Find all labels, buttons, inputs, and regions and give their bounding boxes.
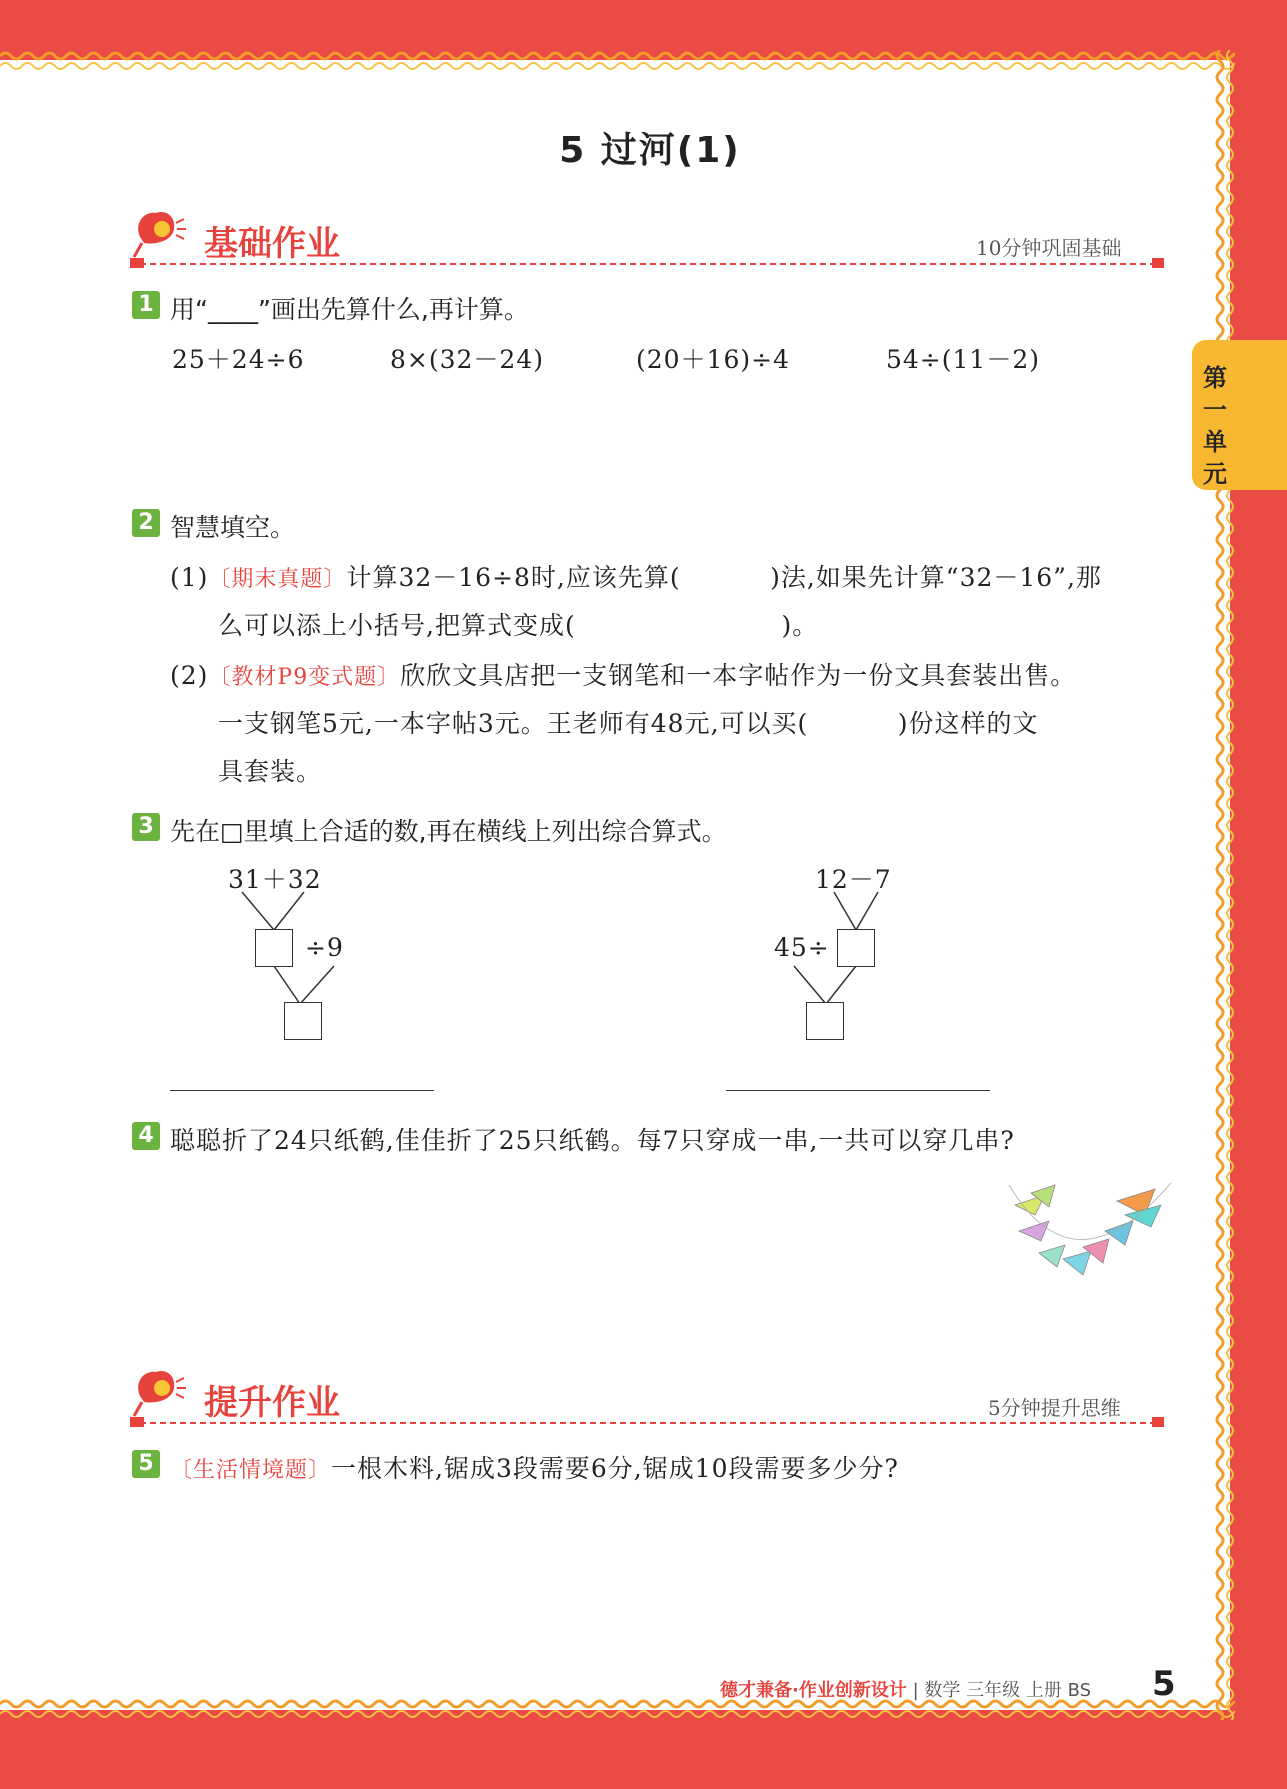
q3-right-box-2[interactable] [806,1002,844,1040]
q3-left-answer-line[interactable] [170,1090,434,1091]
footer-volume: 上册 [1025,1680,1062,1701]
question-number-2: 2 [132,509,160,537]
q2-part-2-line-1: (2)〔教材P9变式题〕欣欣文具店把一支钢笔和一本字帖作为一份文具套装出售。 [170,661,1077,690]
q3-right-answer-line[interactable] [726,1090,990,1091]
q1-expression-1: 25＋24÷6 [172,345,305,374]
q3-right-top-expression: 12－7 [815,865,892,894]
q5-tag: 〔生活情境题〕 [170,1458,332,1483]
q3-right-operator: 45÷ [774,933,830,962]
question-number-4: 4 [132,1122,160,1150]
question-5-line [170,1449,899,1485]
question-number-5: 5 [132,1450,160,1478]
unit-side-tab[interactable] [1192,340,1287,490]
basic-section-note: 10分钟巩固基础 [976,236,1122,260]
q2-part-1-line-2: 么可以添上小括号,把算式变成( )。 [218,611,819,640]
divider-end-right [1152,1417,1164,1427]
divider-end-right [1152,258,1164,268]
advanced-section-heading: 提升作业 [204,1383,340,1423]
footer-edition: BS [1067,1680,1092,1701]
question-5-text: 一根木料,锯成3段需要6分,锯成10段需要多少分? [331,1454,899,1483]
q2-part-2-tag: 〔教材P9变式题〕 [208,665,401,690]
divider-end-left [130,258,144,268]
question-number-1: 1 [132,291,160,319]
footer-subject: 数学 [924,1680,961,1701]
page-number: 5 [1152,1664,1176,1704]
q2-part-1-tag: 〔期末真题〕 [208,567,347,592]
question-2-text: 智慧填空。 [170,513,296,542]
advanced-section-note: 5分钟提升思维 [988,1396,1121,1420]
q2-part-1-line-1: (1)〔期末真题〕计算32－16÷8时,应该先算( )法,如果先计算“32－16”,那 [170,563,1102,592]
question-number-3: 3 [132,813,160,841]
unit-tab-label: 第一单元 [1203,364,1227,488]
question-4-text: 聪聪折了24只纸鹤,佳佳折了25只纸鹤。每7只穿成一串,一共可以穿几串? [170,1126,1015,1155]
q3-left-operator: ÷9 [305,933,344,962]
q3-left-box-2[interactable] [284,1002,322,1040]
basic-section-heading: 基础作业 [204,224,340,264]
q2-part-2-line-2: 一支钢笔5元,一本字帖3元。王老师有48元,可以买( )份这样的文 [218,709,1039,738]
q3-left-diagram-lines [230,880,370,1020]
footer-separator: | [912,1680,919,1701]
page-title: 5 过河(1) [559,130,741,171]
footer-brand: 德才兼备·作业创新设计 [720,1680,907,1701]
q1-expression-4: 54÷(11－2) [886,345,1040,374]
paper-cranes-illustration [1005,1175,1175,1295]
question-3-text: 先在□里填上合适的数,再在横线上列出综合算式。 [170,817,727,846]
footer-grade: 三年级 [966,1680,1021,1701]
q3-left-top-expression: 31＋32 [228,865,322,894]
balloon-icon [130,207,188,259]
page-footer [720,1676,1091,1702]
q1-expression-2: 8×(32－24) [390,345,544,374]
q3-left-box-1[interactable] [255,929,293,967]
advanced-section-divider [130,1422,1156,1424]
balloon-icon [130,1366,188,1418]
question-1-text: 用“____”画出先算什么,再计算。 [170,295,529,324]
q3-right-box-1[interactable] [837,929,875,967]
q2-part-2-line-3: 具套装。 [218,757,323,786]
q1-expression-3: (20＋16)÷4 [636,345,790,374]
divider-end-left [130,1417,144,1427]
basic-section-divider [130,263,1156,265]
